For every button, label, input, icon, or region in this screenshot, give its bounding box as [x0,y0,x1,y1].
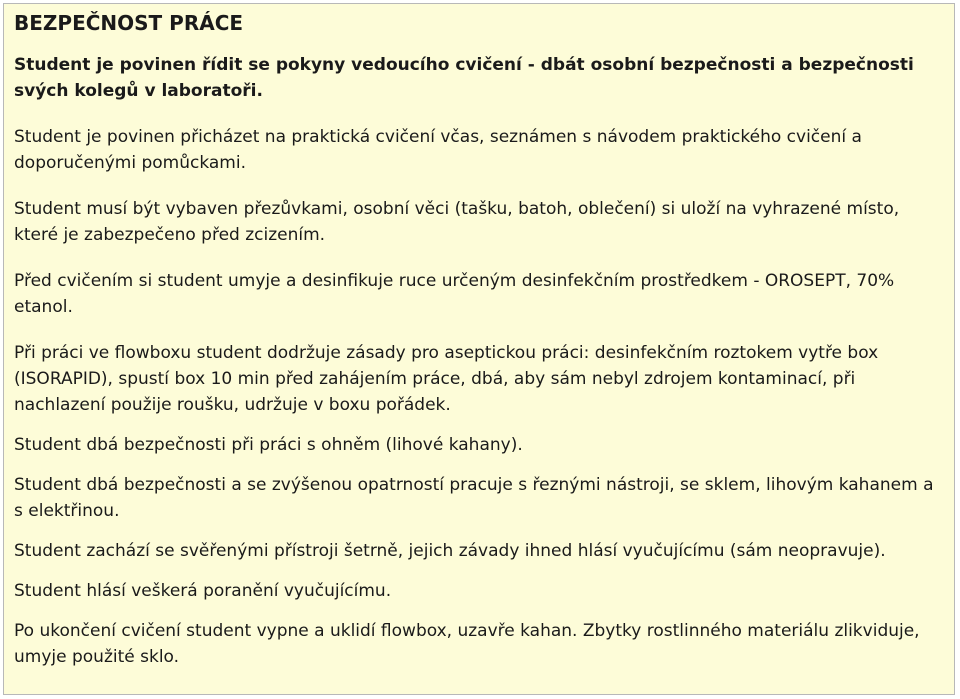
rule-paragraph-8: Student zachází se svěřenými přístroji šetrně, jejich závady ihned hlásí vyučujícímu (sám neopravuje). [14,541,886,561]
rule-paragraph-9: Student hlásí veškerá poranění vyučujícímu. [14,581,392,601]
rule-paragraph-5: Při práci ve flowboxu student dodržuje zásady pro aseptickou práci: desinfekčním roztokem vytře box (ISORAPID), spustí box 10 min před zahájením práce, dbá, aby sám nebyl zdrojem kontaminací, při nachlazení použije roušku, udržuje v boxu pořádek. [14,343,879,415]
rule-paragraph-4: Před cvičením si student umyje a desinfikuje ruce určeným desinfekčním prostředkem - OROSEPT, 70% etanol. [14,271,895,317]
page-title: BEZPEČNOST PRÁCE [14,11,244,35]
document-panel [3,3,955,695]
rule-paragraph-1: Student je povinen řídit se pokyny vedoucího cvičení - dbát osobní bezpečnosti a bezpečnosti svých kolegů v laboratoři. [14,55,914,101]
rule-paragraph-10: Po ukončení cvičení student vypne a uklidí flowbox, uzavře kahan. Zbytky rostlinného materiálu zlikviduje, umyje použité sklo. [14,621,920,667]
rule-paragraph-3: Student musí být vybaven přezůvkami, osobní věci (tašku, batoh, oblečení) si uloží na vyhrazené místo, které je zabezpečeno před zcizením. [14,199,900,245]
rule-paragraph-7: Student dbá bezpečnosti a se zvýšenou opatrností pracuje s řeznými nástroji, se sklem, lihovým kahanem a s elektřinou. [14,475,934,521]
rule-paragraph-6: Student dbá bezpečnosti při práci s ohněm (lihové kahany). [14,435,523,455]
rule-paragraph-2: Student je povinen přicházet na praktická cvičení včas, seznámen s návodem praktického cvičení a doporučenými pomůckami. [14,127,862,173]
